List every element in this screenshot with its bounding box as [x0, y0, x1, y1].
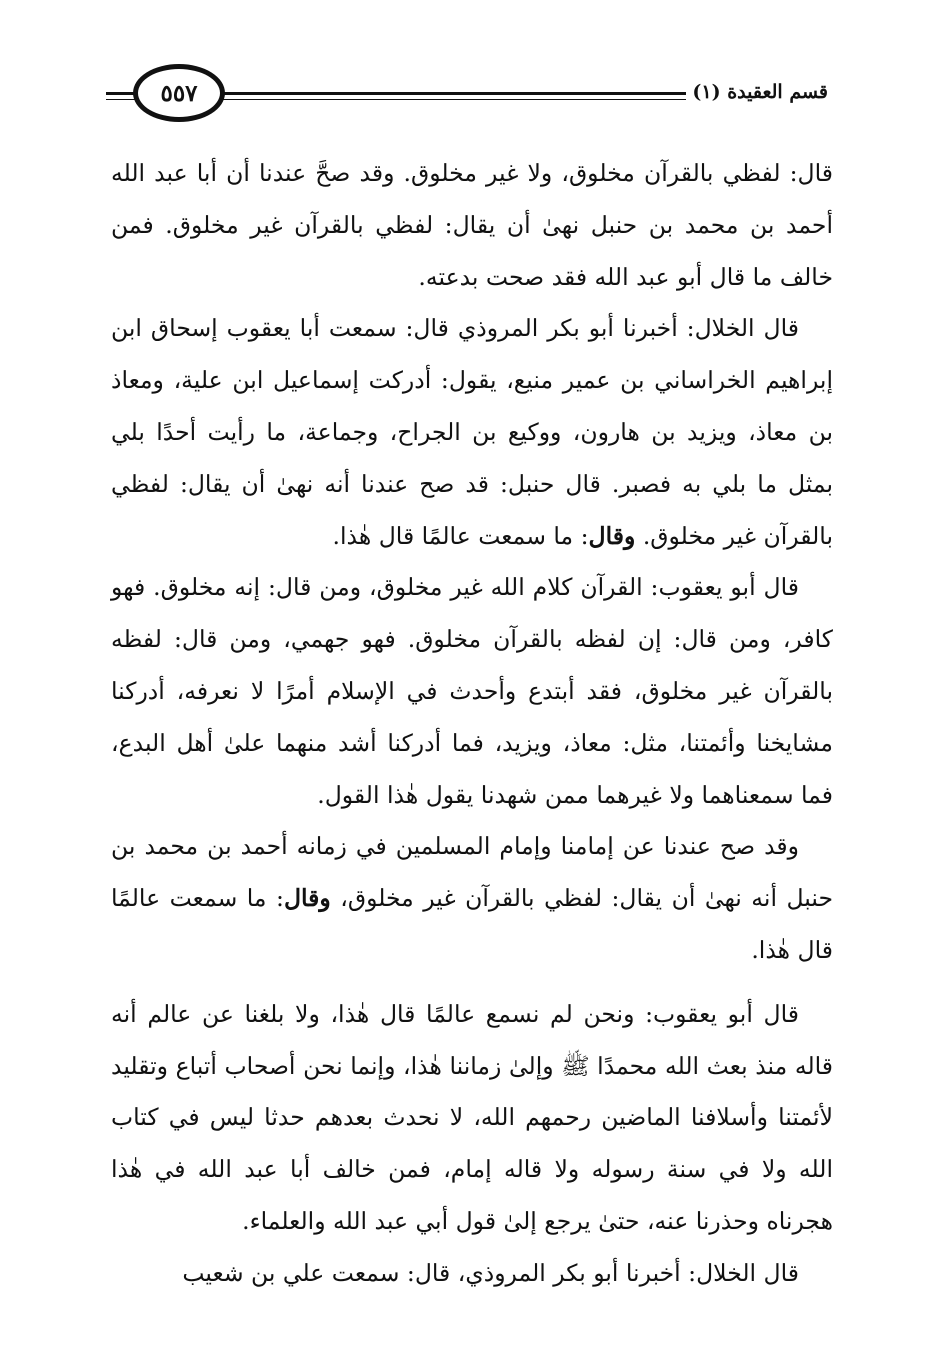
paragraph: [111, 562, 833, 821]
running-head: قسم العقيدة (١): [686, 80, 834, 104]
bold-word: وقال: [283, 884, 331, 913]
paragraph: [111, 303, 833, 562]
paragraph-text: قال أبو يعقوب: ونحن لم نسمع عالمًا قال هٰذا، ولا بلغنا عن عالم أنه قاله منذ بعث الله محمدًا ﷺ وإلىٰ زماننا هٰذا، وإنما نحن أصحاب أتباع وتقليد لأئمتنا وأسلافنا الماضين رحمهم الله، لا نحدث بعدهم حدثا ليس في كتاب الله ولا في سنة رسوله ولا قاله إمام، فمن خالف أبا عبد الله في هٰذا هجرناه وحذرنا عنه، حتىٰ يرجع إلىٰ قول أبي عبد الله والعلماء.: [111, 999, 833, 1235]
paragraph-text: وقد صح عندنا عن إمامنا وإمام المسلمين في زمانه أحمد بن محمد بن حنبل أنه نهىٰ أن يقال: لفظي بالقرآن غير مخلوق،: [111, 832, 833, 913]
bold-word: وقال: [588, 521, 636, 550]
page-number: ٥٥٧: [160, 79, 198, 107]
paragraph: [111, 1248, 833, 1300]
paragraph-text: قال أبو يعقوب: القرآن كلام الله غير مخلوق، ومن قال: إنه مخلوق. فهو كافر، ومن قال: إن لفظه بالقرآن مخلوق. فهو جهمي، ومن قال: لفظه بالقرآن غير مخلوق، فقد أبتدع وأحدث في الإسلام أمرًا لا نعرفه، أدركنا مشايخنا وأئمتنا، مثل: معاذ، ويزيد، فما أدركنا أشد منهما علىٰ أهل البدع، فما سمعناهما ولا غيرهما ممن شهدنا يقول هٰذا القول.: [111, 573, 834, 809]
paragraph: [111, 821, 833, 976]
page-number-frame: [133, 64, 225, 122]
page-body: [111, 148, 833, 1300]
header-rule-top-left: [106, 92, 136, 95]
paragraph-text: قال الخلال: أخبرنا أبو بكر المروذي، قال: سمعت علي بن شعيب: [182, 1258, 799, 1287]
paragraph-text: قال: لفظي بالقرآن مخلوق، ولا غير مخلوق. وقد صحَّ عندنا أن أبا عبد الله أحمد بن محمد بن حنبل نهىٰ أن يقال: لفظي بالقرآن غير مخلوق. فمن خالف ما قال أبو عبد الله فقد صحت بدعته.: [111, 159, 833, 291]
paragraph-text: : ما سمعت عالمًا قال هٰذا.: [111, 884, 833, 964]
paragraph-text: : ما سمعت عالمًا قال هٰذا.: [332, 521, 589, 550]
paragraph: [111, 148, 833, 303]
page-header: [0, 0, 939, 140]
paragraph-text: قال الخلال: أخبرنا أبو بكر المروذي قال: سمعت أبا يعقوب إسحاق ابن إبراهيم الخراساني بن عمير منيع، يقول: أدركت إسماعيل ابن علية، ومعاذ بن معاذ، ويزيد بن هارون، ووكيع بن الجراح، وجماعة، ما رأيت أحدًا بلي بمثل ما بلي به فصبر. قال حنبل: قد صح عندنا أنه نهىٰ أن يقال: لفظي بالقرآن غير مخلوق.: [111, 314, 833, 550]
paragraph: [111, 989, 833, 1248]
header-rule-bottom-left: [106, 99, 136, 100]
